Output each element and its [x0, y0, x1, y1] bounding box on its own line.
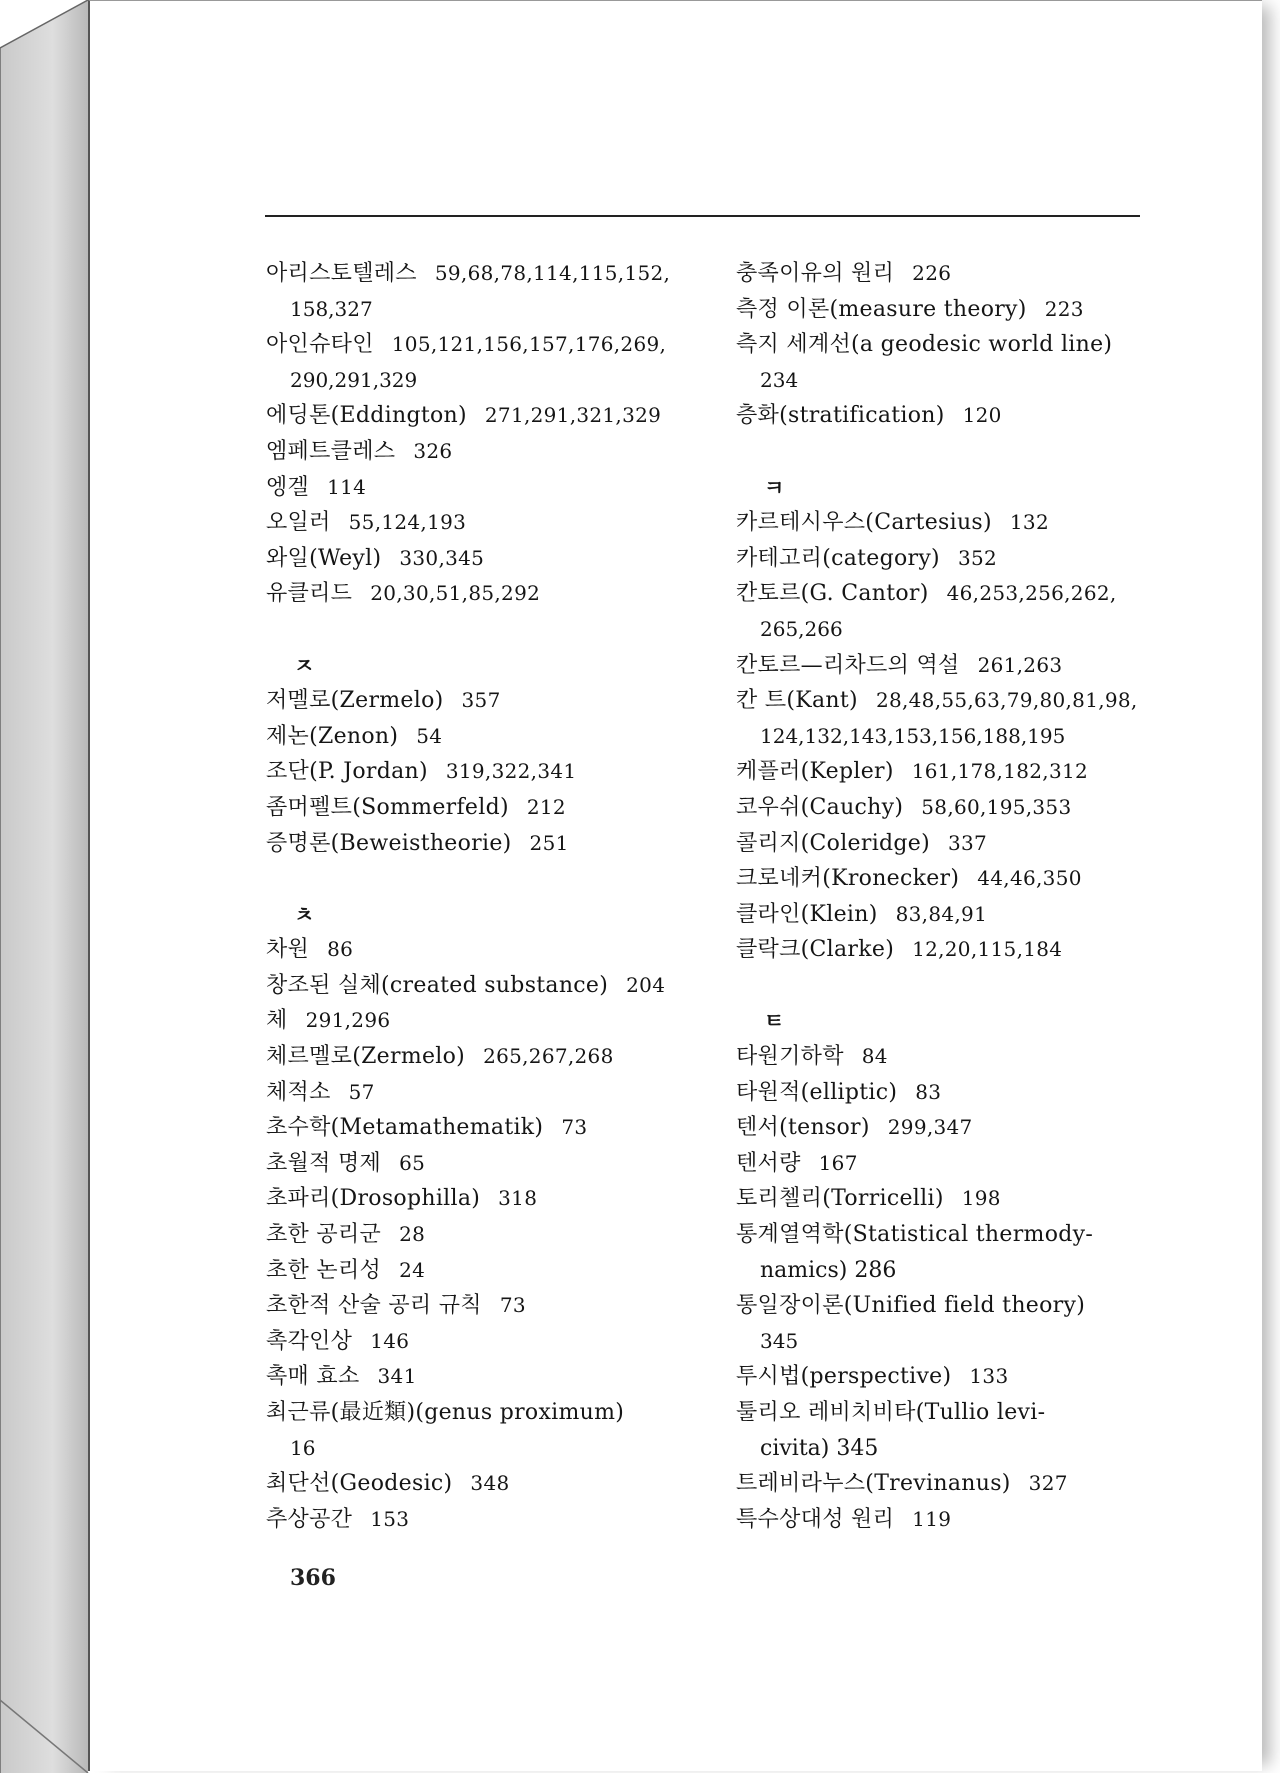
index-entry [736, 1502, 1236, 1538]
index-entry [736, 1217, 1236, 1253]
index-term: 체적소 [266, 1079, 331, 1105]
index-entry [736, 1075, 1236, 1111]
index-term: 토리첼리(Torricelli) [736, 1186, 944, 1212]
index-entry [266, 541, 771, 577]
page-refs: 73 [499, 1293, 526, 1318]
page-refs: 119 [912, 1506, 952, 1531]
index-entry [266, 470, 771, 506]
index-entry [266, 505, 771, 541]
page-refs: 330,345 [399, 545, 485, 570]
page-refs: 337 [948, 830, 988, 855]
index-term: 엠페트클레스 [266, 438, 396, 464]
page-number: 366 [290, 1565, 336, 1591]
index-term: 카테고리(category) [736, 545, 940, 571]
index-term: 조단(P. Jordan) [266, 759, 428, 785]
index-entry-continuation: 290,291,329 [290, 367, 418, 392]
page-refs: 167 [818, 1150, 858, 1175]
index-column-left [266, 256, 771, 1537]
index-entry [736, 932, 1236, 968]
index-term: 측정 이론(measure theory) [736, 296, 1027, 322]
page-refs: 146 [370, 1328, 410, 1353]
page-refs: 326 [413, 438, 453, 463]
page-refs: 161,178,182,312 [911, 759, 1089, 784]
page-refs: 114 [327, 474, 367, 499]
index-term: 에딩톤(Eddington) [266, 403, 467, 429]
page-refs: 105,121,156,157,176,269, [391, 332, 667, 357]
index-entry [266, 576, 771, 612]
page-refs: 55,124,193 [348, 510, 467, 535]
page-refs: 341 [377, 1364, 417, 1389]
index-term: 툴리오 레비치비타(Tullio levi- [736, 1400, 1046, 1425]
page-refs: 265,267,268 [483, 1044, 614, 1069]
index-term: 최단선(Geodesic) [266, 1471, 453, 1497]
page-refs: 319,322,341 [445, 759, 577, 784]
index-entry [736, 541, 1236, 577]
index-entry [266, 1075, 771, 1111]
page-refs: 291,296 [305, 1008, 391, 1033]
index-term: 추상공간 [266, 1506, 353, 1532]
index-term: 저멜로(Zermelo) [266, 688, 444, 714]
page-refs: 57 [348, 1079, 375, 1104]
page-refs: 212 [526, 794, 566, 819]
section-gap [266, 612, 771, 648]
page-refs: 318 [498, 1186, 538, 1211]
page-refs: 59,68,78,114,115,152, [434, 261, 671, 285]
page-refs: 132 [1009, 510, 1049, 535]
index-term: 와일(Weyl) [266, 545, 382, 571]
index-term: 초한 공리군 [266, 1222, 382, 1248]
page-refs: 198 [961, 1186, 1001, 1211]
page-refs: 28 [399, 1222, 426, 1247]
index-entry [736, 1395, 1236, 1431]
section-heading: ㅊ [294, 901, 315, 927]
index-entry-continuation: 124,132,143,153,156,188,195 [760, 723, 1066, 748]
page-refs: 120 [962, 403, 1002, 428]
index-term: 차원 [266, 937, 310, 963]
index-entry-continuation: 16 [290, 1435, 316, 1460]
index-entry [266, 683, 771, 719]
index-term: 촉각인상 [266, 1328, 353, 1354]
index-term: 증명론(Beweistheorie) [266, 830, 512, 856]
index-term: 칸 트(Kant) [736, 688, 858, 714]
section-gap [736, 434, 1236, 470]
section-gap [266, 861, 771, 897]
index-term: 코우쉬(Cauchy) [736, 794, 904, 820]
index-entry [736, 683, 1236, 719]
index-term: 통일장이론(Unified field theory) [736, 1293, 1086, 1319]
section-heading: ㅈ [294, 652, 315, 678]
page-refs: 84 [861, 1044, 888, 1069]
index-entry [266, 1253, 771, 1289]
index-entry [736, 1110, 1236, 1146]
index-term: 타원기하학 [736, 1044, 844, 1070]
index-term: 특수상대성 원리 [736, 1506, 895, 1532]
index-entry [266, 826, 771, 862]
page-refs: 348 [470, 1471, 510, 1496]
index-term: 측지 세계선(a geodesic world line) [736, 332, 1113, 358]
index-entry-continuation: 234 [760, 367, 799, 392]
index-term: 아인슈타인 [266, 332, 374, 358]
index-page [88, 0, 1262, 1771]
index-term: 충족이유의 원리 [736, 261, 895, 286]
section-heading: ㅌ [764, 1008, 785, 1034]
index-term: 카르테시우스(Cartesius) [736, 510, 992, 536]
index-entry [266, 1039, 771, 1075]
index-entry [266, 1288, 771, 1324]
page-refs: 28,48,55,63,79,80,81,98, [875, 688, 1138, 713]
index-entry [736, 1146, 1236, 1182]
page-refs: 24 [399, 1257, 426, 1282]
page-refs: 65 [399, 1150, 426, 1175]
page-refs: 299,347 [887, 1115, 973, 1140]
page-refs: 133 [969, 1364, 1009, 1389]
index-term: 클락크(Clarke) [736, 937, 895, 963]
index-entry [736, 754, 1236, 790]
index-term: 창조된 실체(created substance) [266, 972, 609, 998]
index-entry-continuation: civita) 345 [760, 1435, 879, 1461]
index-entry [266, 719, 771, 755]
index-term: 엥겔 [266, 474, 310, 500]
section-heading: ㅋ [764, 474, 785, 500]
index-entry [736, 292, 1236, 328]
index-entry [736, 861, 1236, 897]
index-term: 텐서(tensor) [736, 1115, 870, 1141]
index-entry [266, 1466, 771, 1502]
index-term: 층화(stratification) [736, 403, 945, 429]
index-term: 케플러(Kepler) [736, 759, 894, 785]
index-term: 초파리(Drosophilla) [266, 1186, 481, 1212]
index-entry-continuation: 265,266 [760, 616, 843, 641]
index-entry [266, 932, 771, 968]
index-column-right [736, 256, 1236, 1537]
index-entry-continuation: 345 [760, 1328, 799, 1353]
index-term: 체 [266, 1008, 288, 1034]
index-term: 칸토르(G. Cantor) [736, 581, 929, 607]
page-refs: 153 [370, 1506, 410, 1531]
book-spine-side [0, 0, 90, 1773]
index-entry [736, 1466, 1236, 1502]
index-entry [266, 256, 771, 292]
index-term: 초한적 산술 공리 규칙 [266, 1293, 482, 1319]
page-refs: 86 [327, 937, 354, 962]
index-term: 초월적 명제 [266, 1150, 382, 1176]
index-entry-continuation: 158,327 [290, 296, 373, 321]
index-entry [266, 327, 771, 363]
index-entry [736, 398, 1236, 434]
page-refs: 44,46,350 [977, 866, 1082, 891]
page-refs: 83 [915, 1079, 942, 1104]
index-entry [736, 1039, 1236, 1075]
index-term: 크로네커(Kronecker) [736, 866, 960, 892]
index-term: 텐서량 [736, 1150, 801, 1176]
index-entry-continuation: namics) 286 [760, 1257, 897, 1283]
index-entry [266, 1359, 771, 1395]
page-refs: 20,30,51,85,292 [370, 581, 541, 606]
index-term: 통계열역학(Statistical thermody- [736, 1222, 1094, 1248]
index-entry [266, 1110, 771, 1146]
index-entry [736, 1359, 1236, 1395]
index-entry [266, 434, 771, 470]
page-refs: 46,253,256,262, [946, 581, 1117, 606]
index-term: 최근류(最近類)(genus proximum) [266, 1400, 625, 1425]
index-term: 초수학(Metamathematik) [266, 1115, 544, 1141]
index-entry [266, 1003, 771, 1039]
index-entry [736, 256, 1236, 292]
page-refs: 357 [461, 688, 501, 713]
index-entry [266, 754, 771, 790]
index-entry [736, 826, 1236, 862]
index-entry [736, 576, 1236, 612]
index-entry [736, 505, 1236, 541]
index-entry [266, 1324, 771, 1360]
index-term: 클라인(Klein) [736, 901, 878, 927]
index-term: 오일러 [266, 510, 331, 536]
index-term: 좀머펠트(Sommerfeld) [266, 794, 509, 820]
section-gap [736, 968, 1236, 1004]
index-entry [266, 398, 771, 434]
index-term: 촉매 효소 [266, 1364, 360, 1390]
index-entry [736, 1288, 1236, 1324]
page-refs: 54 [416, 723, 443, 748]
page-refs: 73 [561, 1115, 588, 1140]
index-entry [736, 648, 1236, 684]
index-entry [266, 1502, 771, 1538]
index-entry [266, 790, 771, 826]
page-refs: 271,291,321,329 [484, 403, 662, 428]
index-entry [266, 1217, 771, 1253]
page-refs: 58,60,195,353 [921, 794, 1072, 819]
page-refs: 261,263 [977, 652, 1063, 677]
page-refs: 251 [529, 830, 569, 855]
index-entry [736, 1181, 1236, 1217]
index-term: 유클리드 [266, 581, 353, 607]
index-entry [736, 790, 1236, 826]
index-entry [266, 1146, 771, 1182]
index-entry [736, 327, 1236, 363]
index-term: 투시법(perspective) [736, 1364, 952, 1390]
page-refs: 12,20,115,184 [912, 937, 1063, 962]
page-refs: 226 [912, 261, 952, 285]
page-refs: 223 [1044, 296, 1084, 321]
page-refs: 204 [626, 972, 666, 997]
index-entry [266, 1181, 771, 1217]
index-term: 트레비라누스(Trevinanus) [736, 1471, 1011, 1497]
header-rule [265, 215, 1140, 217]
index-term: 칸토르—리차드의 역설 [736, 652, 960, 678]
index-term: 콜리지(Coleridge) [736, 830, 930, 856]
index-term: 체르멜로(Zermelo) [266, 1044, 466, 1070]
index-entry [266, 968, 771, 1004]
index-entry [266, 1395, 771, 1431]
page-refs: 83,84,91 [895, 901, 988, 926]
index-term: 타원적(elliptic) [736, 1079, 898, 1105]
page-refs: 352 [957, 545, 998, 570]
index-term: 제논(Zenon) [266, 723, 399, 749]
index-term: 초한 논리성 [266, 1257, 382, 1283]
index-term: 아리스토텔레스 [266, 261, 417, 286]
index-entry [736, 897, 1236, 933]
page-refs: 327 [1028, 1471, 1068, 1496]
